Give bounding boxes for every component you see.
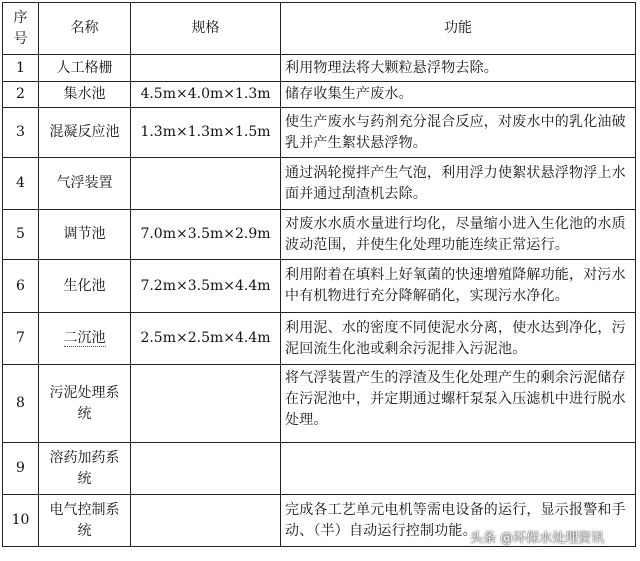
- table-row: [3, 260, 636, 313]
- row-name: 电气控制系统: [39, 495, 131, 547]
- row-spec: 7.2m×3.5m×4.4m: [131, 260, 281, 313]
- row-function: 完成各工艺单元电机等需电设备的运行，显示报警和手动、（半）自动运行控制功能。: [281, 495, 636, 547]
- row-name: 生化池: [39, 260, 131, 313]
- row-function: 储存收集生产废水。: [281, 82, 636, 108]
- row-index: 5: [3, 210, 39, 260]
- table-row: [3, 55, 636, 82]
- row-index: 2: [3, 82, 39, 108]
- row-function: 对废水水质水量进行均化，尽量缩小进入生化池的水质波动范围，并使生化处理功能连续正常运行。: [281, 210, 636, 260]
- row-name-text: 二沉池: [63, 330, 106, 346]
- row-name: 混凝反应池: [39, 108, 131, 158]
- row-spec: 2.5m×2.5m×4.4m: [131, 313, 281, 365]
- row-function: [281, 443, 636, 495]
- row-spec: 7.0m×3.5m×2.9m: [131, 210, 281, 260]
- row-function: 利用附着在填料上好氧菌的快速增殖降解功能，对污水中有机物进行充分降解硝化，实现污水净化。: [281, 260, 636, 313]
- row-function: 通过涡轮搅拌产生气泡，利用浮力使絮状悬浮物浮上水面并通过刮渣机去除。: [281, 158, 636, 210]
- header-index: 序号: [3, 3, 39, 55]
- row-spec: 4.5m×4.0m×1.3m: [131, 82, 281, 108]
- row-index: 4: [3, 158, 39, 210]
- row-function: 使生产废水与药剂充分混合反应，对废水中的乳化油破乳并产生絮状悬浮物。: [281, 108, 636, 158]
- row-name: 气浮装置: [39, 158, 131, 210]
- header-function: 功能: [281, 3, 636, 55]
- row-function: 利用泥、水的密度不同使泥水分离，使水达到净化，污泥回流生化池或剩余污泥排入污泥池。: [281, 313, 636, 365]
- row-name: 调节池: [39, 210, 131, 260]
- row-function: 利用物理法将大颗粒悬浮物去除。: [281, 55, 636, 82]
- row-index: 8: [3, 365, 39, 443]
- row-name: 集水池: [39, 82, 131, 108]
- row-index: 7: [3, 313, 39, 365]
- table-row: [3, 443, 636, 495]
- table-row: [3, 313, 636, 365]
- row-spec: [131, 158, 281, 210]
- row-function: 将气浮装置产生的浮渣及生化处理产生的剩余污泥储存在污泥池中，并定期通过螺杆泵泵入压滤机中进行脱水处理。: [281, 365, 636, 443]
- table-row: [3, 108, 636, 158]
- row-name: [39, 313, 131, 365]
- header-spec: 规格: [131, 3, 281, 55]
- row-name: 污泥处理系统: [39, 365, 131, 443]
- table-row: [3, 210, 636, 260]
- row-spec: [131, 495, 281, 547]
- table-row: [3, 158, 636, 210]
- table-row: [3, 82, 636, 108]
- row-index: 3: [3, 108, 39, 158]
- row-spec: [131, 365, 281, 443]
- row-index: 6: [3, 260, 39, 313]
- table-row: [3, 365, 636, 443]
- header-row: [3, 3, 636, 55]
- row-index: 10: [3, 495, 39, 547]
- process-unit-table: [2, 2, 636, 547]
- row-spec: [131, 55, 281, 82]
- row-spec: [131, 443, 281, 495]
- row-index: 9: [3, 443, 39, 495]
- header-name: 名称: [39, 3, 131, 55]
- row-name: 人工格栅: [39, 55, 131, 82]
- watermark: 头条 @环保水处理资讯: [470, 531, 605, 546]
- row-name: 溶药加药系统: [39, 443, 131, 495]
- row-index: 1: [3, 55, 39, 82]
- row-spec: 1.3m×1.3m×1.5m: [131, 108, 281, 158]
